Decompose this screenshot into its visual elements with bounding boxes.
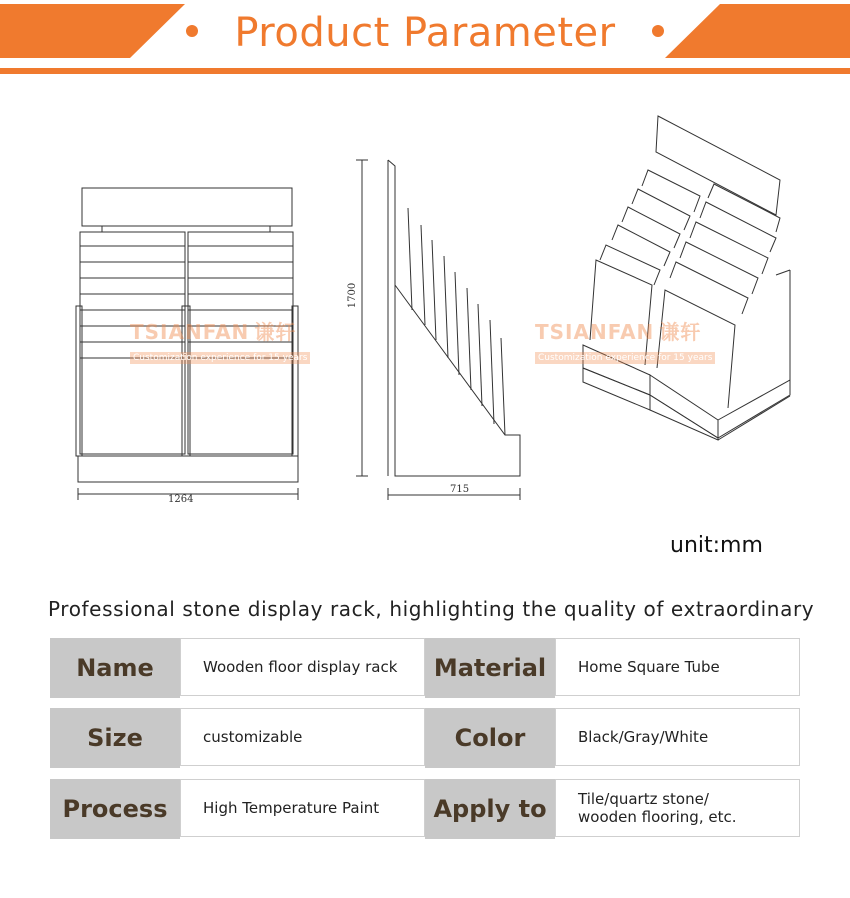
tagline: Professional stone display rack, highlighting the quality of extraordinary — [48, 597, 815, 621]
param-label: Process — [50, 779, 180, 839]
side-height-dimension: 1700 — [347, 282, 359, 309]
bullet-dot-left — [186, 25, 198, 37]
technical-drawings — [0, 90, 850, 530]
param-value: High Temperature Paint — [180, 779, 425, 837]
param-value: Black/Gray/White — [555, 708, 800, 766]
bullet-dot-right — [652, 25, 664, 37]
unit-label: unit:mm — [670, 533, 763, 558]
param-row — [50, 638, 800, 698]
rack-drawings-svg — [0, 90, 850, 530]
param-value: customizable — [180, 708, 425, 766]
param-label: Color — [425, 708, 555, 768]
watermark-left: TSIANFAN 谦轩 Customization experience for 15 years — [130, 316, 310, 364]
param-value: Wooden floor display rack — [180, 638, 425, 696]
page-title — [0, 10, 850, 56]
front-width-dimension: 1264 — [168, 494, 194, 505]
param-label: Apply to — [425, 779, 555, 839]
param-value: Tile/quartz stone/ wooden flooring, etc. — [555, 779, 800, 837]
watermark-right: TSIANFAN 谦轩 Customization experience for 15 years — [535, 316, 715, 364]
param-value: Home Square Tube — [555, 638, 800, 696]
param-label: Name — [50, 638, 180, 698]
perspective-view-drawing — [583, 116, 790, 440]
title-text: Product Parameter — [234, 10, 616, 56]
param-row — [50, 779, 800, 839]
side-depth-dimension: 715 — [450, 484, 470, 495]
side-view-drawing — [356, 160, 520, 500]
param-row — [50, 708, 800, 768]
param-label: Material — [425, 638, 555, 698]
param-label: Size — [50, 708, 180, 768]
header-banner — [0, 0, 850, 76]
